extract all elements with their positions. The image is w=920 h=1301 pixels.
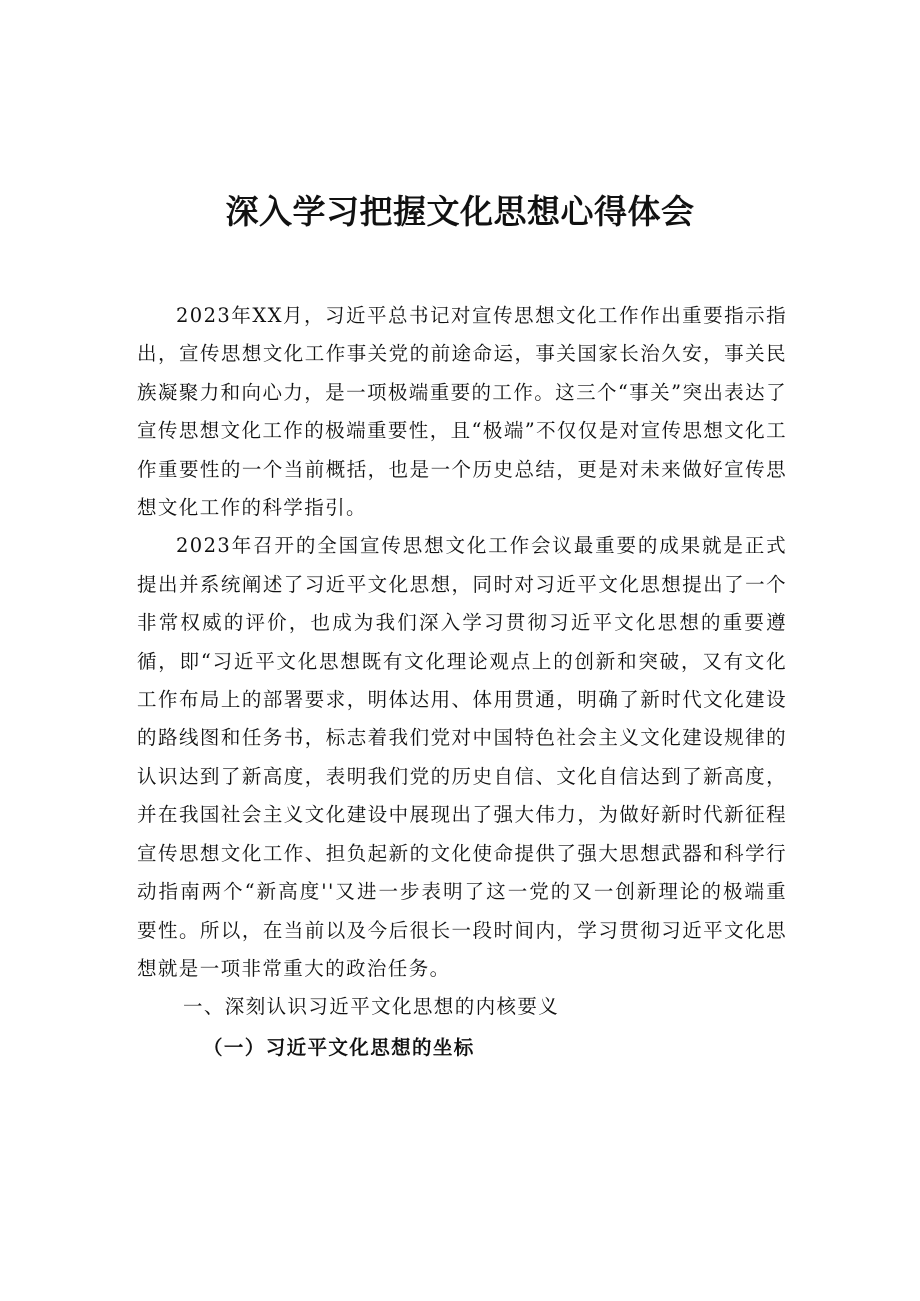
section-heading: 一、深刻认识习近平文化思想的内核要义 xyxy=(183,995,560,1019)
document-title: 深入学习把握文化思想心得体会 xyxy=(225,192,695,231)
paragraph-1: 2023年XX月，习近平总书记对宣传思想文化工作作出重要指示指出，宣传思想文化工作事关党的前途命运，事关国家长治久安，事关民族凝聚力和向心力，是一项极端重要的工作。这三个“事关”突出表达了宣传思想文化工作的极端重要性，且“极端”不仅仅是对宣传思想文化工作重要性的一个当前概括，也是一个历史总结，更是对未来做好宣传思想文化工作的科学指引。 xyxy=(137,304,787,520)
subsection-heading: （一）习近平文化思想的坐标 xyxy=(203,1035,475,1059)
document-body xyxy=(137,297,787,1069)
paragraph-2: 2023年召开的全国宣传思想文化工作会议最重要的成果就是正式提出并系统阐述了习近平文化思想，同时对习近平文化思想提出了一个非常权威的评价，也成为我们深入学习贯彻习近平文化思想的重要遵循，即“习近平文化思想既有文化理论观点上的创新和突破，又有文化工作布局上的部署要求，明体达用、体用贯通，明确了新时代文化建设的路线图和任务书，标志着我们党对中国特色社会主义文化建设规律的认识达到了新高度，表明我们党的历史自信、文化自信达到了新高度，并在我国社会主义文化建设中展现出了强大伟力，为做好新时代新征程宣传思想文化工作、担负起新的文化使命提供了强大思想武器和科学行动指南两个“新高度''又进一步表明了这一党的又一创新理论的极端重要性。所以，在当前以及今后很长一段时间内，学习贯彻习近平文化思想就是一项非常重大的政治任务。 xyxy=(137,534,787,980)
